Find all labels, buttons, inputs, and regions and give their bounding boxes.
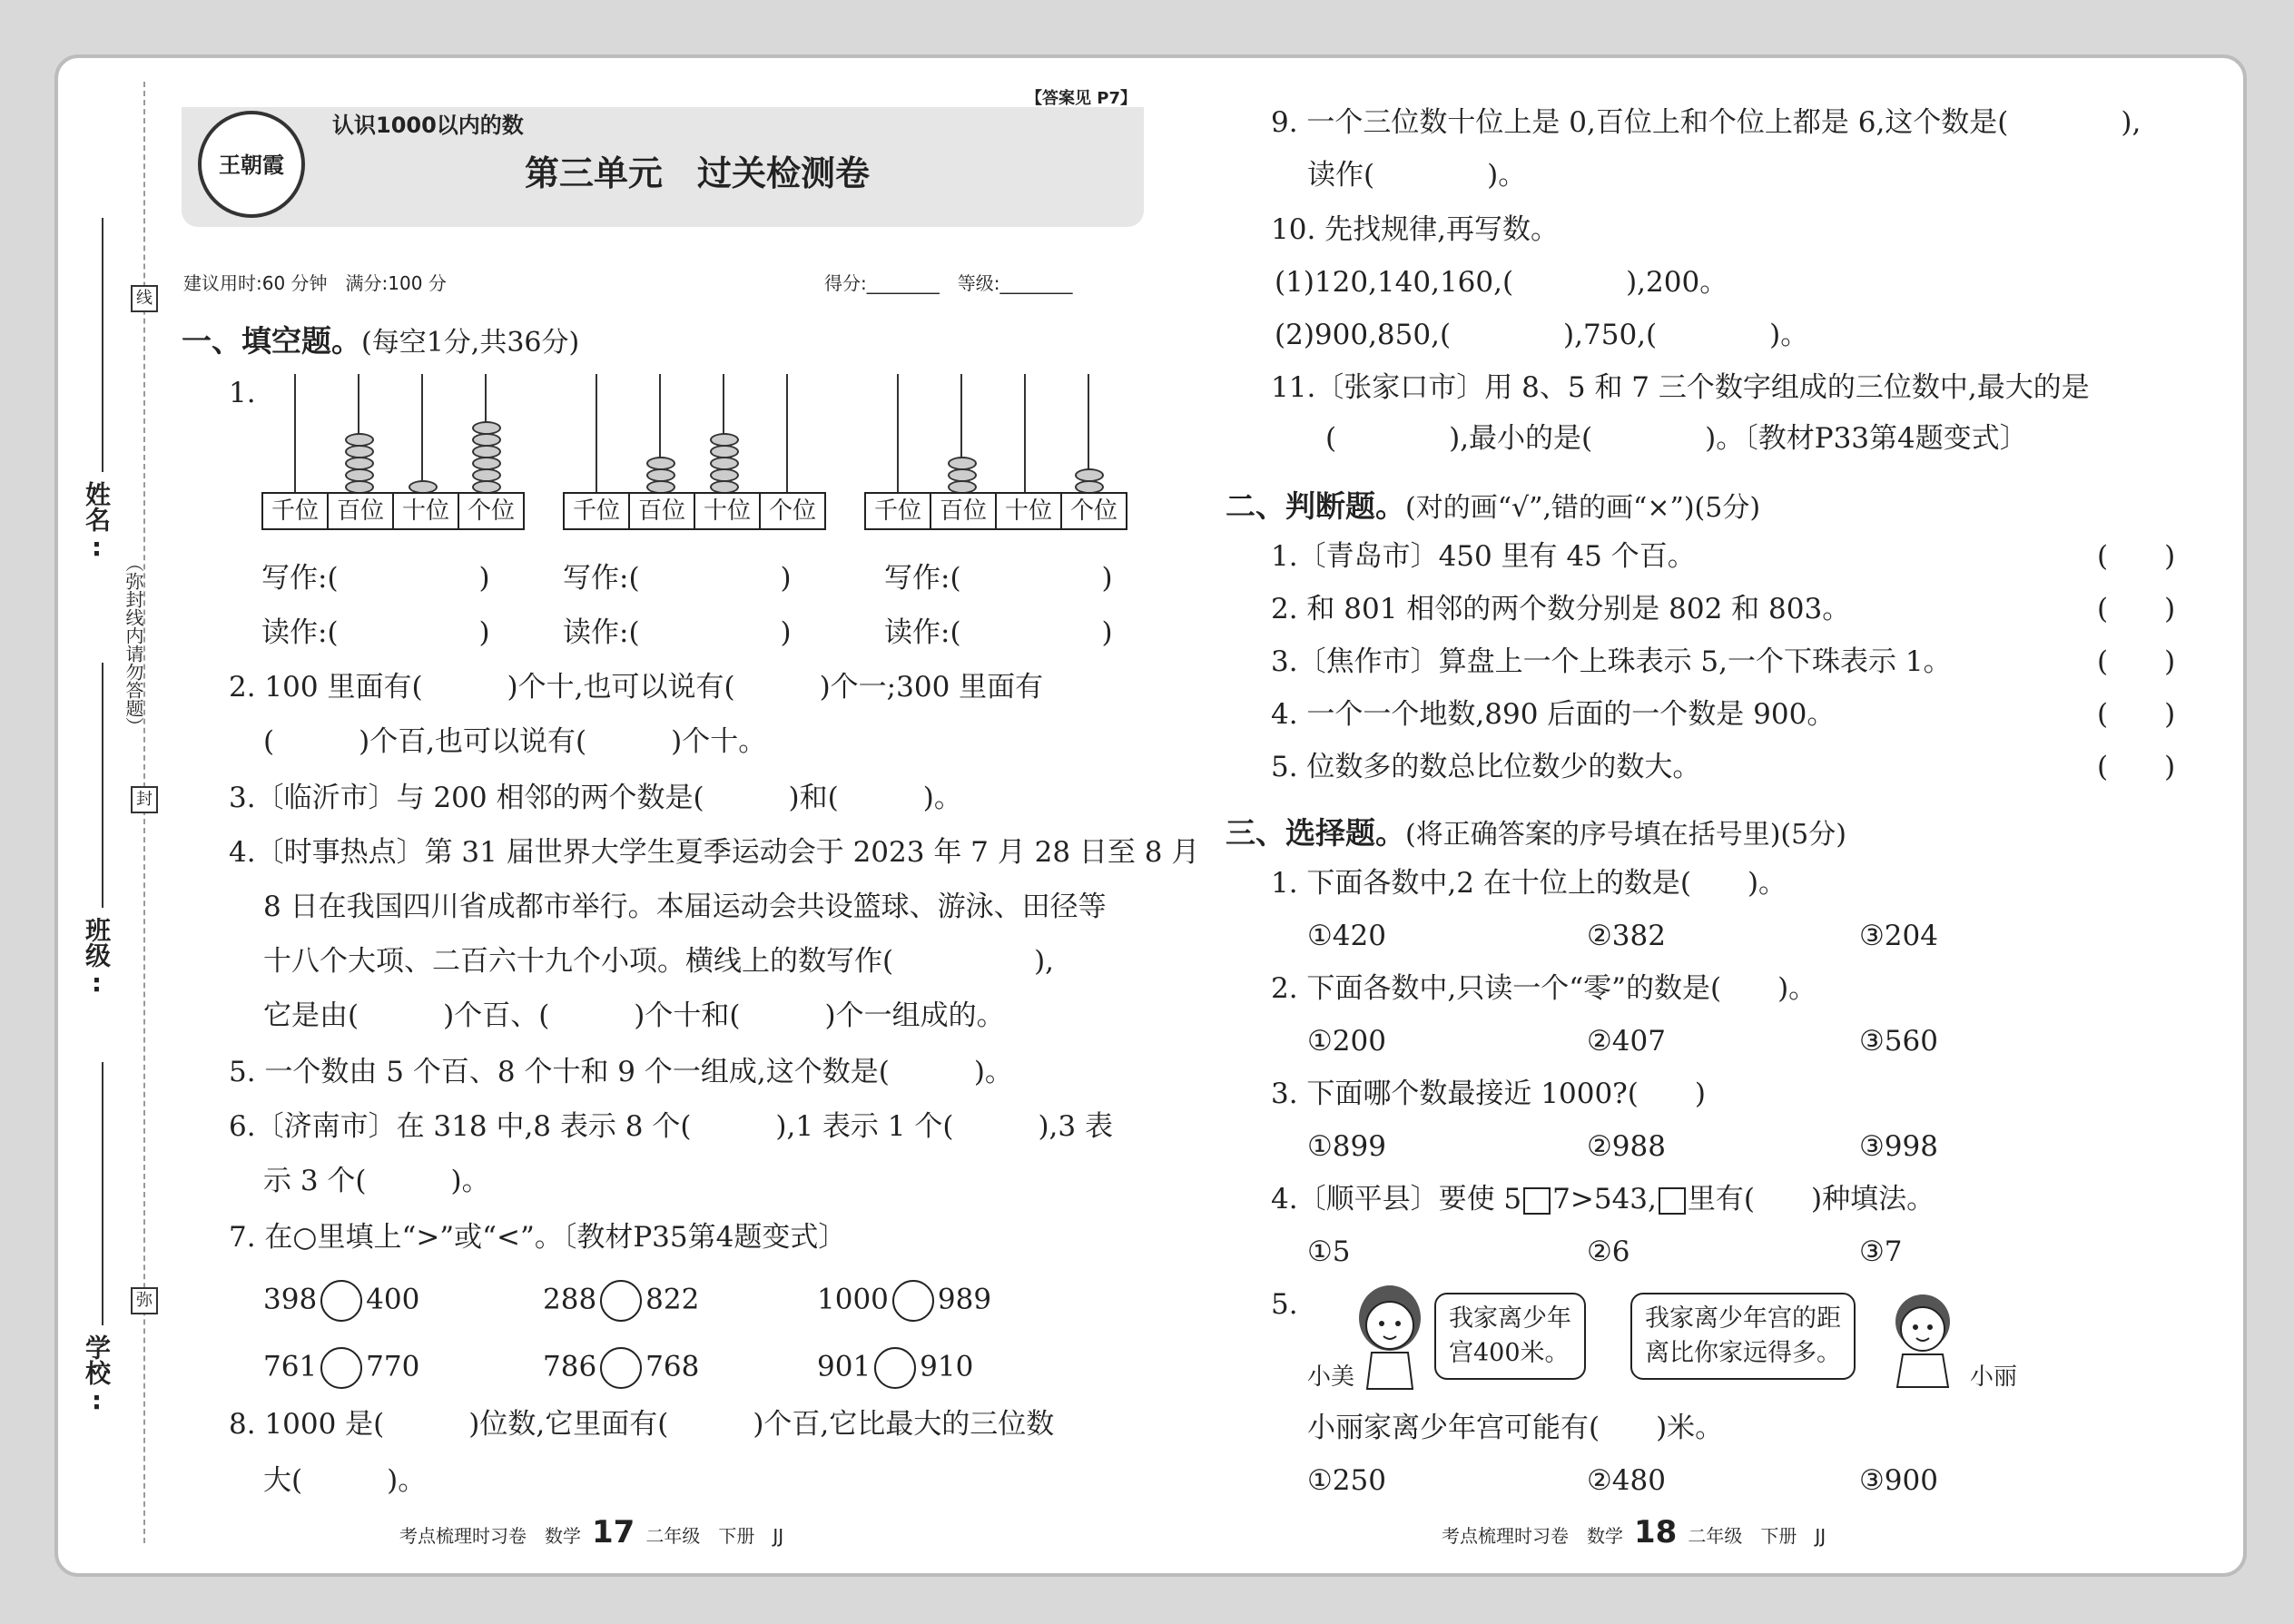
q11-line1: 11.〔张家口市〕用 8、5 和 7 三个数字组成的三位数中,最大的是 bbox=[1271, 371, 2090, 404]
compare-1[interactable] bbox=[263, 1280, 419, 1322]
judge-paren-1[interactable]: ( ) bbox=[2097, 540, 2176, 573]
q10-2: (2)900,850,( ),750,( )。 bbox=[1275, 319, 1809, 351]
name-xiaomei: 小美 bbox=[1307, 1363, 1355, 1391]
judge-2: 2. 和 801 相邻的两个数分别是 802 和 803。 bbox=[1271, 593, 1851, 625]
footer-left-text: 考点梳理时习卷 数学 bbox=[399, 1525, 581, 1547]
compare-right: 989 bbox=[937, 1283, 992, 1316]
label-ge: 个位 bbox=[768, 497, 816, 525]
q4-line4: 它是由( )个百、( )个十和( )个一组成的。 bbox=[263, 999, 1005, 1032]
part1-note: (每空1分,共36分) bbox=[361, 327, 580, 359]
class-line bbox=[102, 663, 103, 908]
label-shi: 十位 bbox=[695, 494, 761, 528]
logo bbox=[198, 111, 305, 218]
compare-circle[interactable] bbox=[600, 1280, 642, 1322]
choice-q5-number: 5. bbox=[1271, 1288, 1298, 1321]
label-bai: 百位 bbox=[630, 494, 695, 528]
compare-right: 910 bbox=[920, 1350, 974, 1383]
q5: 5. 一个数由 5 个百、8 个十和 9 个一组成,这个数是( )。 bbox=[229, 1056, 1013, 1088]
part3-heading bbox=[1226, 810, 1846, 852]
choice-q1-opt3[interactable]: ③204 bbox=[1859, 920, 1938, 952]
choice-q1-opt1[interactable]: ①420 bbox=[1307, 920, 1386, 952]
part1-title: 一、填空题。 bbox=[182, 323, 361, 359]
mark-feng: 封 bbox=[131, 786, 158, 813]
q8-line1: 8. 1000 是( )位数,它里面有( )个百,它比最大的三位数 bbox=[229, 1408, 1055, 1441]
choice-q2-opt3[interactable]: ③560 bbox=[1859, 1025, 1938, 1058]
digit-box[interactable] bbox=[1523, 1187, 1551, 1215]
bubble-xiaomei-line2: 宫400米。 bbox=[1449, 1339, 1570, 1367]
part3-note: (将正确答案的序号填在括号里)(5分) bbox=[1405, 819, 1846, 851]
part2-title: 二、判断题。 bbox=[1226, 488, 1405, 524]
compare-circle[interactable] bbox=[892, 1280, 934, 1322]
q8-line2: 大( )。 bbox=[263, 1464, 427, 1497]
read-1[interactable]: 读作:( ) bbox=[261, 616, 490, 649]
read-3[interactable]: 读作:( ) bbox=[884, 616, 1113, 649]
q3: 3.〔临沂市〕与 200 相邻的两个数是( )和( )。 bbox=[229, 782, 962, 814]
judge-5: 5. 位数多的数总比位数少的数大。 bbox=[1271, 751, 1701, 783]
q9-line1: 9. 一个三位数十位上是 0,百位上和个位上都是 6,这个数是( ), bbox=[1271, 106, 2141, 139]
choice-q3: 3. 下面哪个数最接近 1000?( ) bbox=[1271, 1078, 1706, 1110]
judge-paren-3[interactable]: ( ) bbox=[2097, 645, 2176, 678]
q10-1: (1)120,140,160,( ),200。 bbox=[1275, 266, 1728, 299]
write-2[interactable]: 写作:( ) bbox=[563, 562, 792, 595]
choice-q2-opt2[interactable]: ②407 bbox=[1587, 1025, 1666, 1058]
choice-q4 bbox=[1271, 1180, 1935, 1218]
footer-right bbox=[1442, 1514, 1826, 1550]
compare-left: 398 bbox=[263, 1283, 318, 1316]
judge-4: 4. 一个一个地数,890 后面的一个数是 900。 bbox=[1271, 698, 1836, 731]
label-bai: 百位 bbox=[329, 494, 394, 528]
q4-line1: 4.〔时事热点〕第 31 届世界大学生夏季运动会于 2023 年 7 月 28 日至 8 月 bbox=[229, 836, 1200, 869]
q4-line2: 8 日在我国四川省成都市举行。本届运动会共设篮球、游泳、田径等 bbox=[263, 891, 1107, 923]
footer-right-text: 考点梳理时习卷 数学 bbox=[1442, 1525, 1623, 1547]
part1-heading bbox=[182, 318, 579, 360]
bubble-xiaomei-line1: 我家离少年 bbox=[1449, 1304, 1571, 1333]
compare-right: 822 bbox=[645, 1283, 700, 1316]
binding-notice: （弥封线内请勿答题） bbox=[123, 554, 144, 735]
q6-line1: 6.〔济南市〕在 318 中,8 表示 8 个( ),1 表示 1 个( ),3 表 bbox=[229, 1110, 1113, 1143]
choice-q5-opt2[interactable]: ②480 bbox=[1587, 1464, 1666, 1497]
judge-1: 1.〔青岛市〕450 里有 45 个百。 bbox=[1271, 540, 1696, 573]
label-shi: 十位 bbox=[394, 494, 459, 528]
compare-circle[interactable] bbox=[320, 1280, 362, 1322]
judge-paren-4[interactable]: ( ) bbox=[2097, 698, 2176, 731]
q4-line3: 十八个大项、二百六十九个小项。横线上的数写作( ), bbox=[263, 945, 1055, 978]
choice-q4-opt1[interactable]: ①5 bbox=[1307, 1235, 1351, 1268]
name-label: 姓名: bbox=[82, 481, 112, 562]
compare-6[interactable] bbox=[817, 1347, 973, 1389]
choice-q3-opt1[interactable]: ①899 bbox=[1307, 1130, 1386, 1163]
compare-circle[interactable] bbox=[320, 1347, 362, 1389]
digit-box[interactable] bbox=[1659, 1187, 1686, 1215]
choice-q5-opt3[interactable]: ③900 bbox=[1859, 1464, 1938, 1497]
compare-left: 901 bbox=[817, 1350, 871, 1383]
bubble-xiaoli-line2: 离比你家远得多。 bbox=[1645, 1339, 1841, 1367]
choice-q3-opt2[interactable]: ②988 bbox=[1587, 1130, 1666, 1163]
page-number-right: 18 bbox=[1634, 1514, 1678, 1550]
speech-bubble-xiaomei bbox=[1434, 1293, 1586, 1380]
choice-q4-opt2[interactable]: ②6 bbox=[1587, 1235, 1630, 1268]
unit-topic: 认识1000以内的数 bbox=[332, 113, 524, 138]
mark-mi: 弥 bbox=[131, 1287, 158, 1314]
label-qian: 千位 bbox=[565, 494, 630, 528]
bubble-xiaoli-line1: 我家离少年宫的距 bbox=[1645, 1304, 1841, 1333]
label-shi: 十位 bbox=[997, 494, 1062, 528]
label-ge: 个位 bbox=[467, 497, 515, 525]
school-label: 学校: bbox=[82, 1334, 112, 1415]
girl-xiaomei-illustration bbox=[1349, 1282, 1431, 1391]
name-line bbox=[102, 218, 103, 472]
compare-3[interactable] bbox=[817, 1280, 991, 1322]
footer-left-grade: 二年级 下册 JJ bbox=[645, 1525, 784, 1547]
compare-circle[interactable] bbox=[600, 1347, 642, 1389]
choice-q4-pre: 4.〔顺平县〕要使 5 bbox=[1271, 1183, 1522, 1216]
page-number-left: 17 bbox=[592, 1514, 635, 1550]
q2-line1: 2. 100 里面有( )个十,也可以说有( )个一;300 里面有 bbox=[229, 671, 1044, 704]
write-1[interactable]: 写作:( ) bbox=[261, 562, 490, 595]
mark-xian: 线 bbox=[131, 285, 158, 312]
choice-q3-opt3[interactable]: ③998 bbox=[1859, 1130, 1938, 1163]
name-xiaoli: 小丽 bbox=[1970, 1363, 2018, 1391]
choice-q2-opt1[interactable]: ①200 bbox=[1307, 1025, 1386, 1058]
compare-right: 768 bbox=[645, 1350, 700, 1383]
compare-left: 761 bbox=[263, 1350, 318, 1383]
label-qian: 千位 bbox=[263, 494, 329, 528]
judge-3: 3.〔焦作市〕算盘上一个上珠表示 5,一个下珠表示 1。 bbox=[1271, 645, 1952, 678]
q7: 7. 在○里填上“>”或“<”。〔教材P35第4题变式〕 bbox=[229, 1221, 847, 1254]
compare-right: 400 bbox=[366, 1283, 420, 1316]
read-2[interactable]: 读作:( ) bbox=[563, 616, 792, 649]
answer-ref: 【答案见 P7】 bbox=[1026, 89, 1137, 108]
compare-5[interactable] bbox=[543, 1347, 699, 1389]
write-3[interactable]: 写作:( ) bbox=[884, 562, 1113, 595]
label-ge: 个位 bbox=[1069, 497, 1117, 525]
choice-q4-post: 7>543, bbox=[1552, 1183, 1657, 1216]
page-title: 第三单元 过关检测卷 bbox=[525, 153, 871, 193]
q10: 10. 先找规律,再写数。 bbox=[1271, 213, 1560, 246]
q6-line2: 示 3 个( )。 bbox=[263, 1165, 490, 1197]
choice-q5-opt1[interactable]: ①250 bbox=[1307, 1464, 1386, 1497]
label-bai: 百位 bbox=[931, 494, 997, 528]
choice-q1-opt2[interactable]: ②382 bbox=[1587, 920, 1666, 952]
speech-bubble-xiaoli bbox=[1630, 1293, 1856, 1380]
choice-q4-opt3[interactable]: ③7 bbox=[1859, 1235, 1903, 1268]
class-label: 班级: bbox=[82, 917, 112, 998]
compare-2[interactable] bbox=[543, 1280, 699, 1322]
q9-line2: 读作( )。 bbox=[1307, 159, 1527, 192]
compare-left: 288 bbox=[543, 1283, 597, 1316]
judge-paren-5[interactable]: ( ) bbox=[2097, 751, 2176, 783]
part2-heading bbox=[1226, 483, 1760, 526]
school-line bbox=[102, 1062, 103, 1325]
label-qian: 千位 bbox=[866, 494, 931, 528]
q2-line2: ( )个百,也可以说有( )个十。 bbox=[263, 725, 767, 758]
logo-text: 王朝霞 bbox=[219, 153, 284, 178]
q11-line2: ( ),最小的是( )。〔教材P33第4题变式〕 bbox=[1325, 422, 2028, 455]
choice-q2: 2. 下面各数中,只读一个“零”的数是( )。 bbox=[1271, 972, 1817, 1005]
footer-left bbox=[399, 1514, 783, 1550]
part3-title: 三、选择题。 bbox=[1226, 815, 1405, 851]
time-limit: 建议用时:60 分钟 满分:100 分 bbox=[183, 272, 447, 294]
choice-q4-end: 里有( )种填法。 bbox=[1687, 1183, 1935, 1216]
score-field[interactable]: 得分:________ 等级:________ bbox=[824, 272, 1073, 294]
q1-number: 1. bbox=[229, 377, 256, 409]
compare-right: 770 bbox=[366, 1350, 420, 1383]
compare-left: 786 bbox=[543, 1350, 597, 1383]
girl-xiaoli-illustration bbox=[1877, 1289, 1968, 1389]
judge-paren-2[interactable]: ( ) bbox=[2097, 593, 2176, 625]
part2-note: (对的画“√”,错的画“×”)(5分) bbox=[1405, 492, 1761, 524]
compare-circle[interactable] bbox=[874, 1347, 916, 1389]
compare-left: 1000 bbox=[817, 1283, 889, 1316]
choice-q5: 小丽家离少年宫可能有( )米。 bbox=[1307, 1412, 1724, 1444]
footer-right-grade: 二年级 下册 JJ bbox=[1688, 1525, 1826, 1547]
compare-4[interactable] bbox=[263, 1347, 419, 1389]
choice-q1: 1. 下面各数中,2 在十位上的数是( )。 bbox=[1271, 867, 1787, 900]
